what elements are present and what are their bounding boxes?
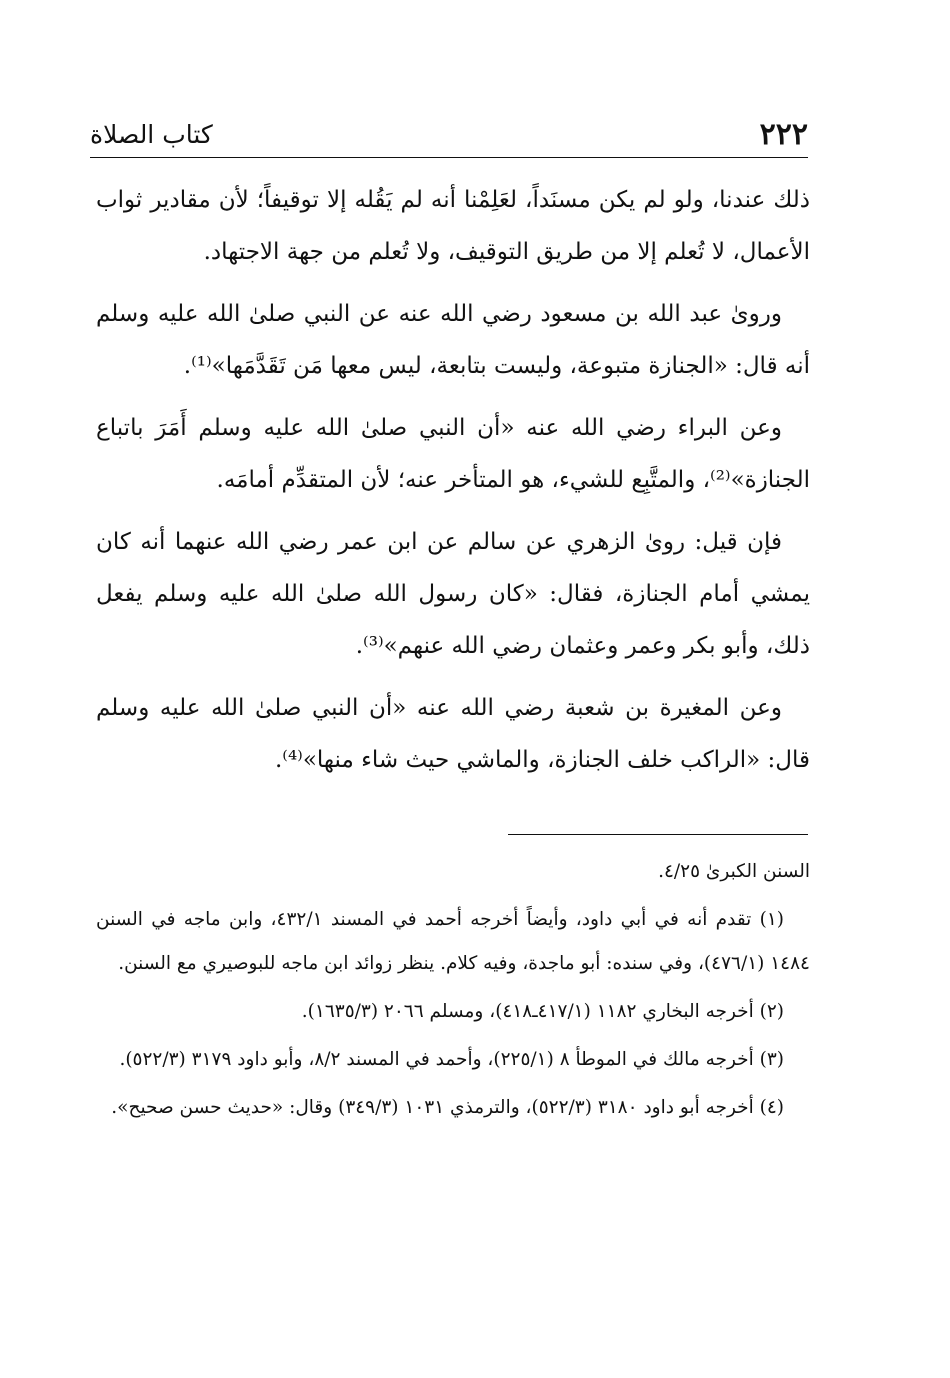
footnote: (١) تقدم أنه في أبي داود، وأيضاً أخرجه أحمد في المسند ٤٣٢/١، وابن ماجه في السنن ١٤٨٤ (٤٧٦/١)، وفي سنده: أبو ماجدة، وفيه كلام. ينظر زوائد ابن ماجه للبوصيري مع السنن. (96, 909, 810, 974)
paragraph: وعن المغيرة بن شعبة رضي الله عنه «أن النبي صلىٰ الله عليه وسلم قال: «الراكب خلف الجنازة، والماشي حيث شاء منها»⁽⁴⁾. (96, 695, 810, 773)
paragraph: فإن قيل: روىٰ الزهري عن سالم عن ابن عمر رضي الله عنهما أنه كان يمشي أمام الجنازة، فقال: «كان رسول الله صلىٰ الله عليه وسلم يفعل ذلك، وأبو بكر وعمر وعثمان رضي الله عنهم»⁽³⁾. (96, 529, 810, 659)
paragraph: وروىٰ عبد الله بن مسعود رضي الله عنه عن النبي صلىٰ الله عليه وسلم أنه قال: «الجنازة متبوعة، وليست بتابعة، ليس معها مَن تَقَدَّمَها»⁽¹⁾. (96, 301, 810, 379)
page-header (90, 106, 808, 156)
footnote: (٤) أخرجه أبو داود ٣١٨٠ (٥٢٢/٣)، والترمذي ١٠٣١ (٣٤٩/٣) وقال: «حديث حسن صحيح». (111, 1097, 784, 1118)
header-divider (90, 157, 808, 158)
main-text (96, 174, 810, 796)
footnote-divider (508, 834, 808, 835)
footnote: (٣) أخرجه مالك في الموطأ ٨ (٢٢٥/١)، وأحمد في المسند ٨/٢، وأبو داود ٣١٧٩ (٥٢٢/٣). (119, 1049, 784, 1070)
page-number: ٢٢٢ (759, 117, 808, 152)
footnote-continuation: السنن الكبرىٰ ٤/٢٥. (658, 861, 810, 882)
paragraph: ذلك عندنا، ولو لم يكن مسنَداً، لعَلِمْنا أنه لم يَقُله إلا توقيفاً؛ لأن مقادير ثواب الأعمال، لا تُعلم إلا من طريق التوقيف، ولا تُعلم من جهة الاجتهاد. (96, 187, 810, 265)
paragraph: وعن البراء رضي الله عنه «أن النبي صلىٰ الله عليه وسلم أَمَرَ باتباع الجنازة»⁽²⁾، والمتَّبِع للشيء، هو المتأخر عنه؛ لأن المتقدِّم أمامَه. (96, 415, 810, 493)
running-title: كتاب الصلاة (90, 120, 213, 149)
footnotes (96, 850, 810, 1134)
footnote: (٢) أخرجه البخاري ١١٨٢ (٤١٧/١ـ٤١٨)، ومسلم ٢٠٦٦ (١٦٣٥/٣). (301, 1001, 784, 1022)
